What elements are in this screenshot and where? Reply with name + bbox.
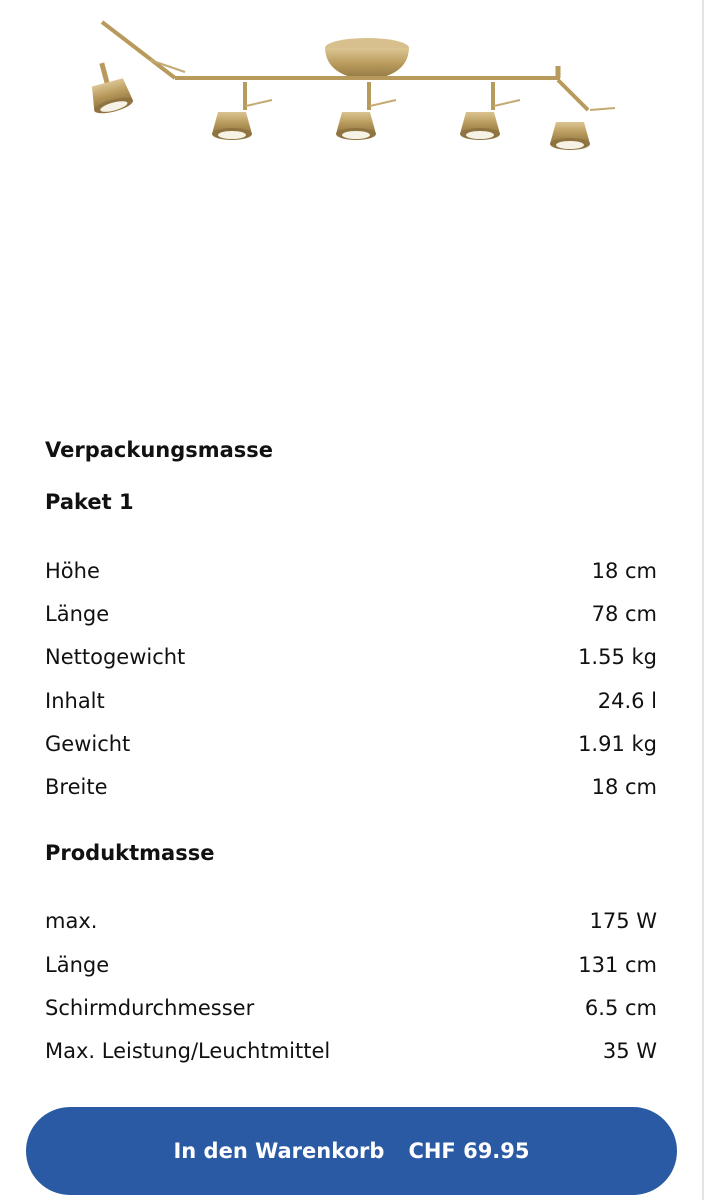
- product-dimensions-heading: Produktmasse: [45, 840, 215, 865]
- spec-row: [45, 765, 657, 808]
- spec-row: [45, 722, 657, 765]
- spec-value: 6.5 cm: [584, 996, 657, 1021]
- spec-value: 18 cm: [591, 558, 657, 583]
- add-to-cart-button[interactable]: [26, 1107, 677, 1195]
- spec-value: 35 W: [602, 1039, 657, 1064]
- spec-value: 1.55 kg: [578, 645, 657, 670]
- spec-value: 18 cm: [591, 775, 657, 800]
- spec-row: [45, 943, 657, 986]
- spec-label: Länge: [45, 601, 110, 626]
- spec-row: [45, 986, 657, 1029]
- add-to-cart-label: In den Warenkorb: [173, 1139, 385, 1163]
- price-label: CHF 69.95: [408, 1139, 530, 1163]
- spec-label: Schirmdurchmesser: [45, 996, 255, 1021]
- spec-label: Länge: [45, 952, 110, 977]
- ceiling-spotlight-image: [40, 0, 660, 190]
- spec-value: 175 W: [589, 909, 657, 934]
- spec-row: [45, 900, 657, 943]
- spec-label: max.: [45, 909, 98, 934]
- spec-label: Nettogewicht: [45, 645, 186, 670]
- spec-row: [45, 679, 657, 722]
- spec-label: Breite: [45, 775, 108, 800]
- spec-row: [45, 549, 657, 592]
- spec-label: Max. Leistung/Leuchtmittel: [45, 1039, 331, 1064]
- spec-value: 1.91 kg: [578, 731, 657, 756]
- spec-value: 78 cm: [591, 601, 657, 626]
- spec-value: 24.6 l: [597, 688, 657, 713]
- spec-row: [45, 592, 657, 635]
- dimensions-section: [45, 430, 657, 1073]
- package-1-heading: Paket 1: [45, 490, 134, 514]
- spec-label: Gewicht: [45, 731, 131, 756]
- spec-row: [45, 636, 657, 679]
- packaging-spec-list: [45, 549, 657, 809]
- spec-value: 131 cm: [578, 952, 657, 977]
- packaging-dimensions-heading: Verpackungsmasse: [45, 438, 274, 462]
- spec-label: Inhalt: [45, 688, 105, 713]
- spec-label: Höhe: [45, 558, 100, 583]
- product-spec-list: [45, 900, 657, 1073]
- spec-row: [45, 1030, 657, 1073]
